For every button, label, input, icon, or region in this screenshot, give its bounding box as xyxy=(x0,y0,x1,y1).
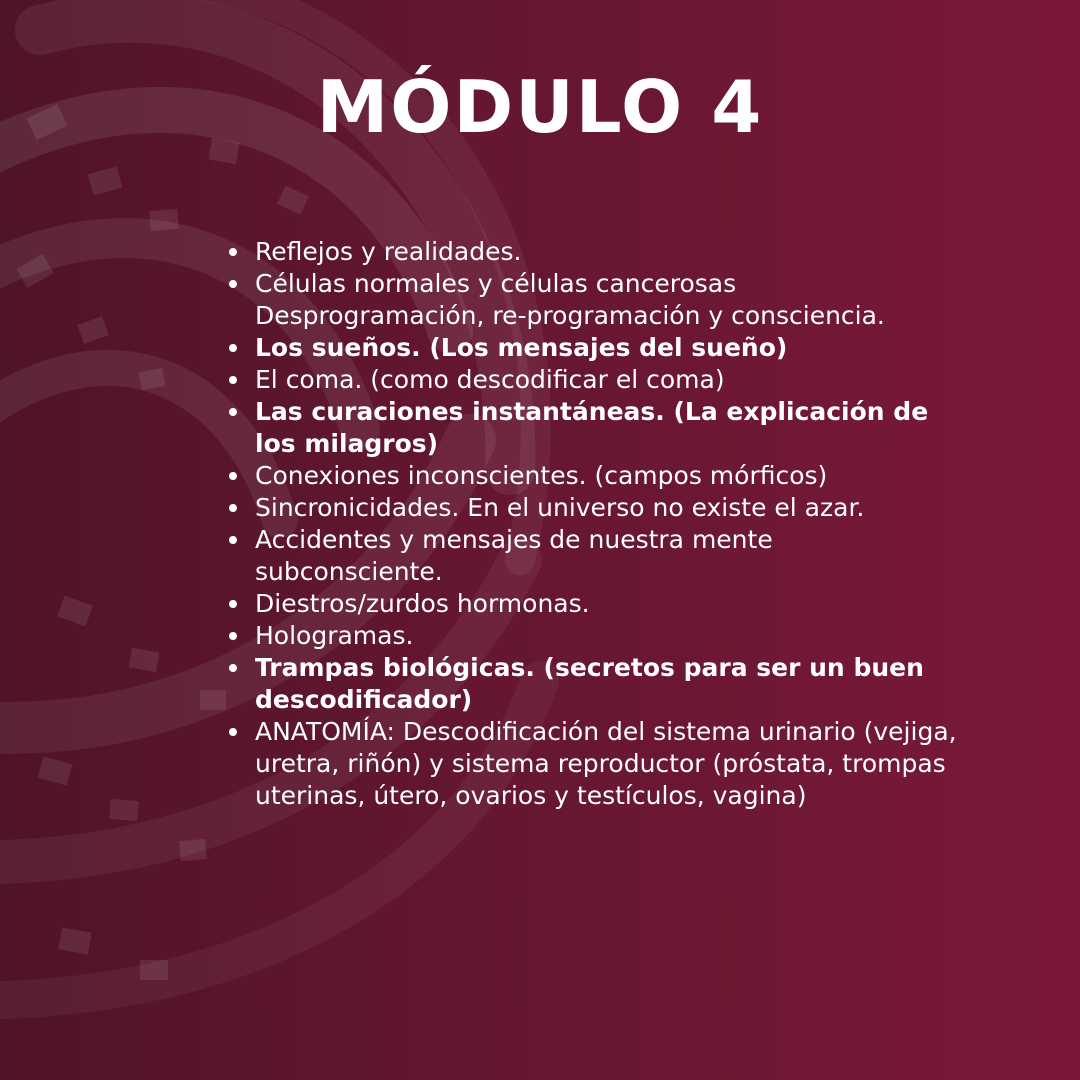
topic-list xyxy=(224,236,964,812)
page-title: MÓDULO 4 xyxy=(316,65,764,149)
list-item: ANATOMÍA: Descodificación del sistema urinario (vejiga, uretra, riñón) y sistema reproductor (próstata, trompas uterinas, útero, ovarios y testículos, vagina) xyxy=(224,716,964,812)
list-item: Trampas biológicas. (secretos para ser un buen descodificador) xyxy=(224,652,964,716)
list-item: Células normales y células cancerosas Desprogramación, re-programación y consciencia. xyxy=(224,268,964,332)
list-item: Hologramas. xyxy=(224,620,964,652)
list-item: Las curaciones instantáneas. (La explicación de los milagros) xyxy=(224,396,964,460)
list-item: Conexiones inconscientes. (campos mórficos) xyxy=(224,460,964,492)
list-item: Accidentes y mensajes de nuestra mente subconsciente. xyxy=(224,524,964,588)
list-item: Sincronicidades. En el universo no existe el azar. xyxy=(224,492,964,524)
list-item: Los sueños. (Los mensajes del sueño) xyxy=(224,332,964,364)
list-item: Diestros/zurdos hormonas. xyxy=(224,588,964,620)
list-item: El coma. (como descodificar el coma) xyxy=(224,364,964,396)
list-item: Reflejos y realidades. xyxy=(224,236,964,268)
